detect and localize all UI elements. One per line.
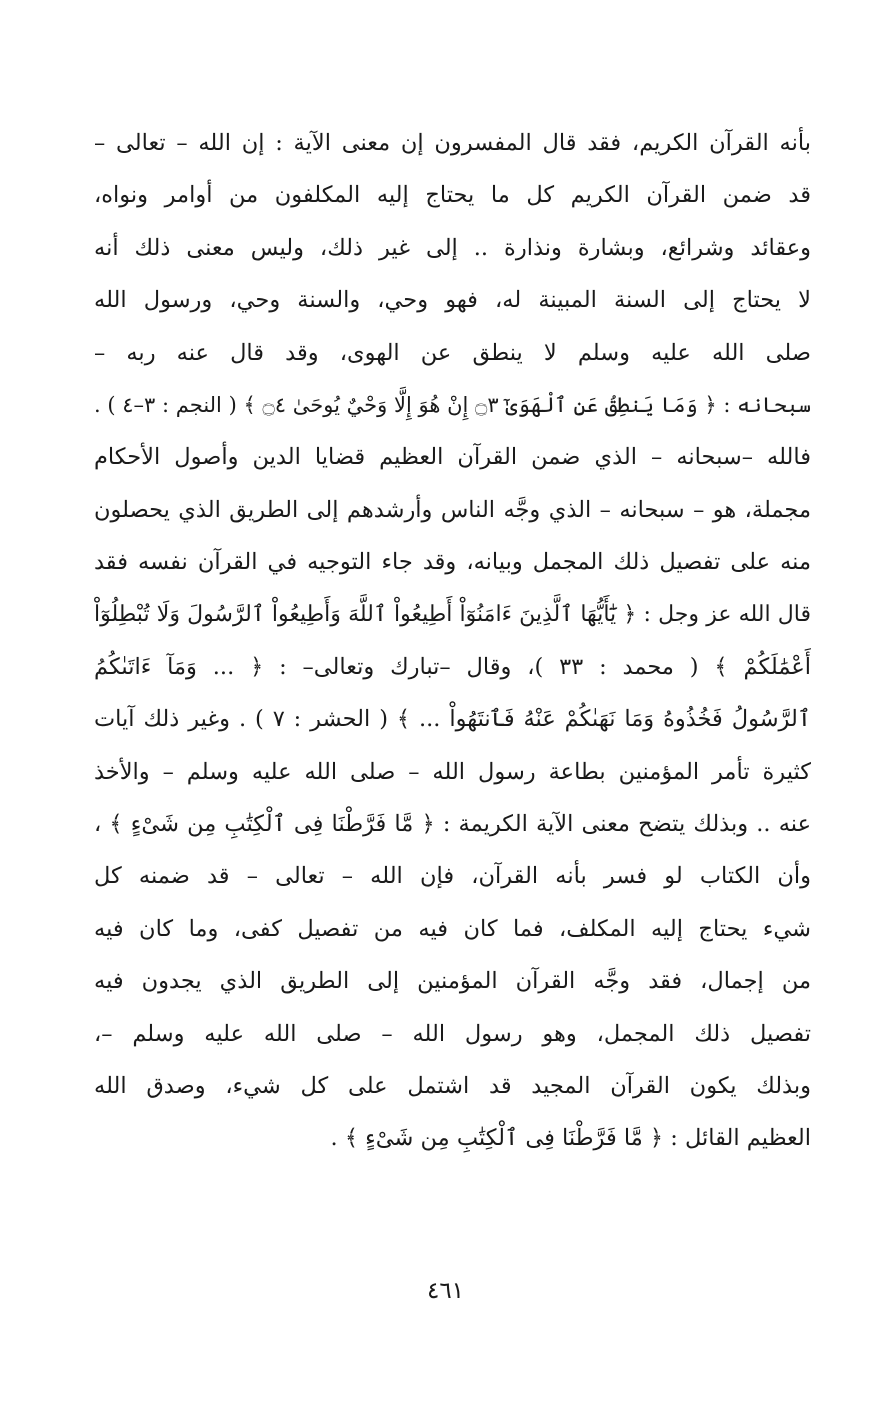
text-line: تفصيل ذلك المجمل، وهو رسول الله – صلى الله عليه وسلم –، xyxy=(94,1020,811,1047)
text-line: كثيرة تأمر المؤمنين بطاعة رسول الله – صلى الله عليه وسلم – والأخذ xyxy=(94,758,811,785)
text-line: فالله –سبحانه – الذي ضمن القرآن العظيم قضايا الدين وأصول الأحكام xyxy=(94,444,811,471)
text-line: قال الله عز وجل : ﴿ يَٰٓأَيُّهَا ٱلَّذِينَ ءَامَنُوٓاْ أَطِيعُواْ ٱللَّهَ وَأَطِيعُواْ ٱلرَّسُولَ وَلَا تُبْطِلُوٓاْ xyxy=(94,601,811,627)
text-line: العظيم القائل : ﴿ مَّا فَرَّطْنَا فِى ٱلْكِتَٰبِ مِن شَىْءٍ ﴾ . xyxy=(330,1125,811,1152)
text-line: عنه .. وبذلك يتضح معنى الآية الكريمة : ﴿ مَّا فَرَّطْنَا فِى ٱلْكِتَٰبِ مِن شَىْءٍ ﴾ ، xyxy=(94,811,811,838)
page-number: ٤٦١ xyxy=(426,1278,465,1304)
text-line: منه على تفصيل ذلك المجمل وبيانه، وقد جاء التوجيه في القرآن نفسه فقد xyxy=(94,549,811,576)
text-line: قد ضمن القرآن الكريم كل ما يحتاج إليه المكلفون من أوامر ونواه، xyxy=(94,182,811,209)
body-text xyxy=(94,117,811,1165)
text-line: وبذلك يكون القرآن المجيد قد اشتمل على كل شيء، وصدق الله xyxy=(94,1073,811,1100)
text-line: مجملة، هو – سبحانه – الذي وجَّه الناس وأرشدهم إلى الطريق الذي يحصلون xyxy=(94,496,811,523)
text-line: أَعْمَٰلَكُمْ ﴾ ( محمد : ٣٣ )، وقال –تبارك وتعالى– : ﴿ ... وَمَآ ءَاتَىٰكُمُ xyxy=(94,653,811,680)
text-line: من إجمال، فقد وجَّه القرآن المؤمنين إلى الطريق الذي يجدون فيه xyxy=(94,968,811,995)
text-line: بأنه القرآن الكريم، فقد قال المفسرون إن معنى الآية : إن الله – تعالى – xyxy=(94,130,811,156)
text-line: وعقائد وشرائع، وبشارة ونذارة .. إلى غير ذلك، وليس معنى ذلك أنه xyxy=(94,234,811,261)
text-line: لا يحتاج إلى السنة المبينة له، فهو وحي، والسنة وحي، ورسول الله xyxy=(94,287,811,314)
text-line: سبحانه : ﴿ وَمَا يَنطِقُ عَنِ ٱلْهَوَىٰٓ ۝٣ إِنْ هُوَ إِلَّا وَحْيٌ يُوحَىٰ ۝٤ ﴾ ( النجم : ٣–٤ ) . xyxy=(94,392,811,417)
text-line: ٱلرَّسُولُ فَخُذُوهُ وَمَا نَهَىٰكُمْ عَنْهُ فَٱنتَهُواْ ... ﴾ ( الحشر : ٧ ) . وغير ذلك آيات xyxy=(94,706,811,733)
text-line: صلى الله عليه وسلم لا ينطق عن الهوى، وقد قال عنه ربه – xyxy=(94,339,811,366)
text-line: شيء يحتاج إليه المكلف، فما كان فيه من تفصيل كفى، وما كان فيه xyxy=(94,915,811,942)
text-line: وأن الكتاب لو فسر بأنه القرآن، فإن الله – تعالى – قد ضمنه كل xyxy=(94,863,811,890)
